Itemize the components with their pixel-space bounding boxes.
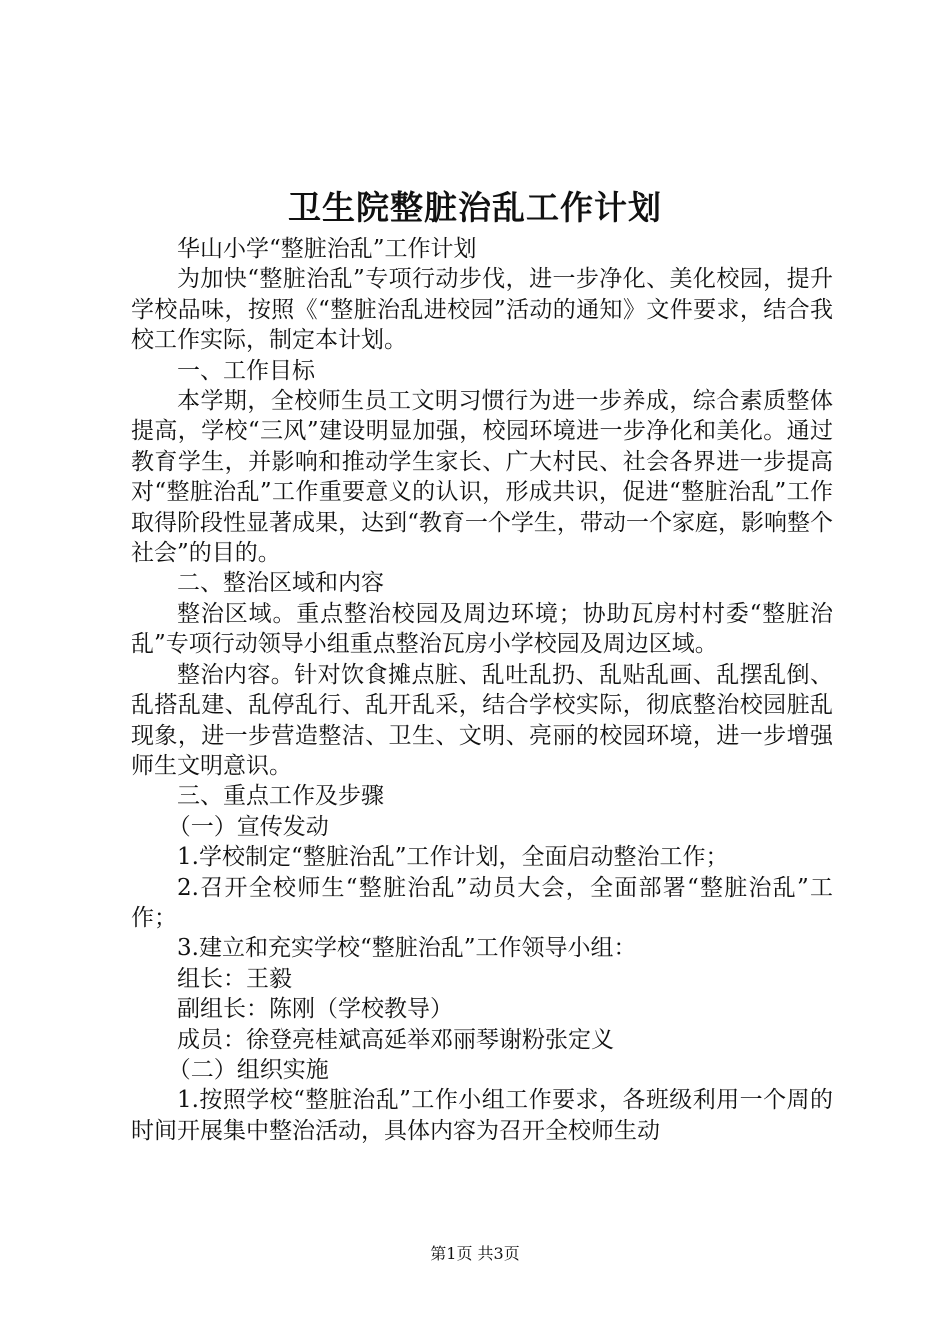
paragraph-areas: 整治区域。重点整治校园及周边环境；协助瓦房村村委“整脏治乱”专项行动领导小组重点整治瓦房小学校园及周边区域。 — [131, 600, 833, 658]
paragraph-school-plan-heading: 华山小学“整脏治乱”工作计划 — [177, 236, 477, 262]
document-body — [131, 234, 833, 1146]
paragraph-intro: 为加快“整脏治乱”专项行动步伐，进一步净化、美化校园，提升学校品味，按照《“整脏治乱进校园”活动的通知》文件要求，结合我校工作实际，制定本计划。 — [131, 266, 833, 354]
paragraph-goals: 本学期，全校师生员工文明习惯行为进一步养成，综合素质整体提高，学校“三风”建设明显加强，校园环境进一步净化和美化。通过教育学生，并影响和推动学生家长、广大村民、社会各界进一步提高对“整脏治乱”工作重要意义的认识，形成共识，促进“整脏治乱”工作取得阶段性显著成果，达到“教育一个学生，带动一个家庭，影响整个社会”的目的。 — [131, 388, 833, 567]
implementation-item-1: 1.按照学校“整脏治乱”工作小组工作要求，各班级利用一个周的时间开展集中整治活动，具体内容为召开全校师生动 — [131, 1087, 833, 1144]
page-footer: 第1页 共3页 — [430, 1244, 520, 1263]
section-heading-goals: 一、工作目标 — [177, 357, 315, 384]
section-heading-areas: 二、整治区域和内容 — [177, 570, 384, 597]
team-deputy: 副组长：陈刚（学校教导） — [177, 996, 453, 1023]
list-item-1: 1.学校制定“整脏治乱”工作计划，全面启动整治工作； — [177, 844, 729, 871]
section-heading-steps: 三、重点工作及步骤 — [177, 783, 384, 810]
team-members: 成员：徐登亮桂斌高延举邓丽琴谢粉张定义 — [177, 1026, 614, 1053]
document-title: 卫生院整脏治乱工作计划 — [288, 188, 662, 227]
list-item-3: 3.建立和充实学校“整脏治乱”工作领导小组： — [177, 935, 637, 962]
paragraph-content: 整治内容。针对饮食摊点脏、乱吐乱扔、乱贴乱画、乱摆乱倒、乱搭乱建、乱停乱行、乱开乱采，结合学校实际，彻底整治校园脏乱现象，进一步营造整洁、卫生、文明、亮丽的校园环境，进一步增强师生文明意识。 — [131, 661, 833, 779]
team-leader: 组长：王毅 — [177, 965, 292, 992]
subheading-implementation: （二）组织实施 — [167, 1056, 329, 1083]
subheading-publicity: （一）宣传发动 — [167, 813, 329, 840]
list-item-2: 2.召开全校师生“整脏治乱”动员大会，全面部署“整脏治乱”工作； — [131, 874, 833, 931]
